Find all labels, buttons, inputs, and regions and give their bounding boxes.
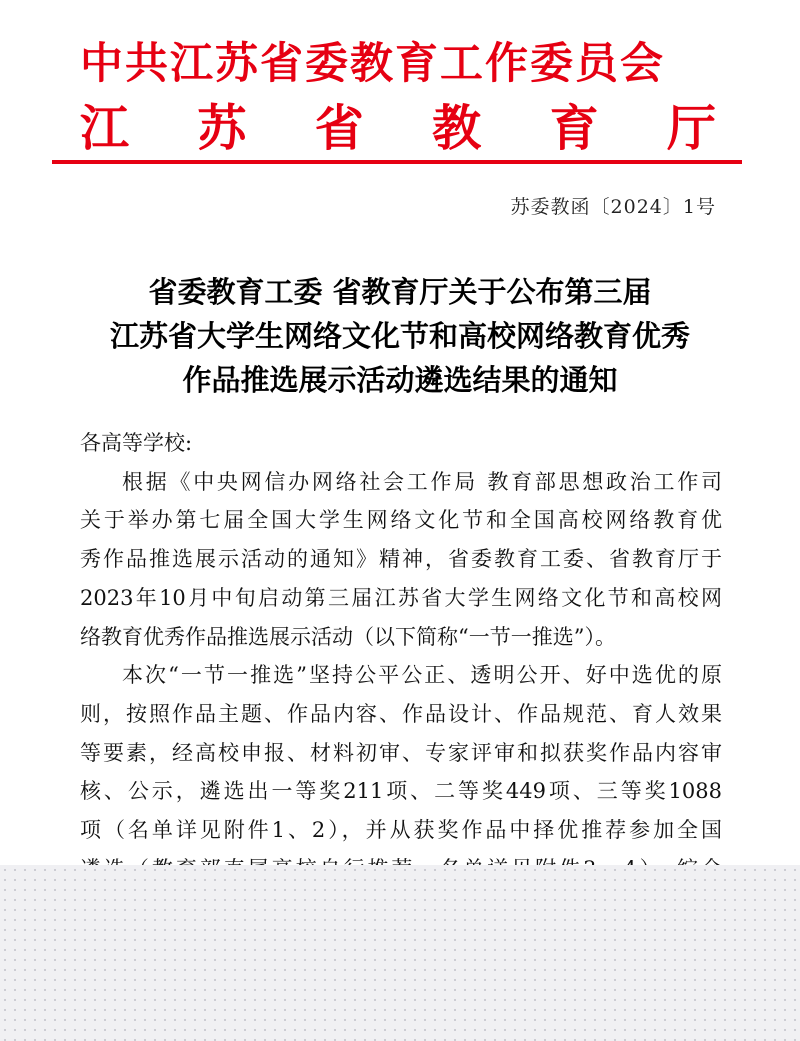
document-body xyxy=(80,424,722,888)
paragraph-1-line: 关于举办第七届全国大学生网络文化节和全国高校网络教育优 xyxy=(80,508,722,533)
paragraph-2-line: 等要素，经高校申报、材料初审、专家评审和拟获奖作品内容审 xyxy=(80,740,722,765)
document-number: 苏委教函〔2024〕1号 xyxy=(510,196,716,218)
title-line: 省委教育工委 省教育厅关于公布第三届 xyxy=(148,275,652,309)
paragraph-1-line: 2023年10月中旬启动第三届江苏省大学生网络文化节和高校网 xyxy=(80,585,722,610)
red-header-rule xyxy=(52,160,742,164)
authority-char: 厅 xyxy=(666,99,716,157)
dotted-overlay xyxy=(0,865,800,1041)
paragraph-2-line: 核、公示，遴选出一等奖211项、二等奖449项、三等奖1088 xyxy=(80,779,722,804)
title-line: 江苏省大学生网络文化节和高校网络教育优秀 xyxy=(109,319,690,353)
issuing-authority-line-1: 中共江苏省委教育工作委员会 xyxy=(80,39,665,89)
issuing-authority-line-2 xyxy=(80,98,716,158)
paragraph-1-line: 秀作品推选展示活动的通知》精神，省委教育工委、省教育厅于 xyxy=(80,547,722,572)
paragraph-1-line: 根据《中央网信办网络社会工作局 教育部思想政治工作司 xyxy=(122,469,722,494)
paragraph-2-line: 本次“一节一推选”坚持公平公正、透明公开、好中选优的原 xyxy=(122,663,722,688)
authority-char: 育 xyxy=(549,99,599,157)
addressee: 各高等学校: xyxy=(80,431,193,455)
authority-char: 教 xyxy=(432,99,482,157)
paragraph-2-line: 项（名单详见附件1、2），并从获奖作品中择优推荐参加全国 xyxy=(80,818,722,843)
paragraph-1-line: 络教育优秀作品推选展示活动（以下简称“一节一推选”）。 xyxy=(80,624,616,649)
authority-char: 苏 xyxy=(197,99,247,157)
title-line: 作品推选展示活动遴选结果的通知 xyxy=(182,363,618,397)
paragraph-2-line: 则，按照作品主题、作品内容、作品设计、作品规范、育人效果 xyxy=(80,701,722,726)
authority-char: 省 xyxy=(314,99,364,157)
document-title xyxy=(40,270,760,402)
authority-char: 江 xyxy=(80,99,130,157)
